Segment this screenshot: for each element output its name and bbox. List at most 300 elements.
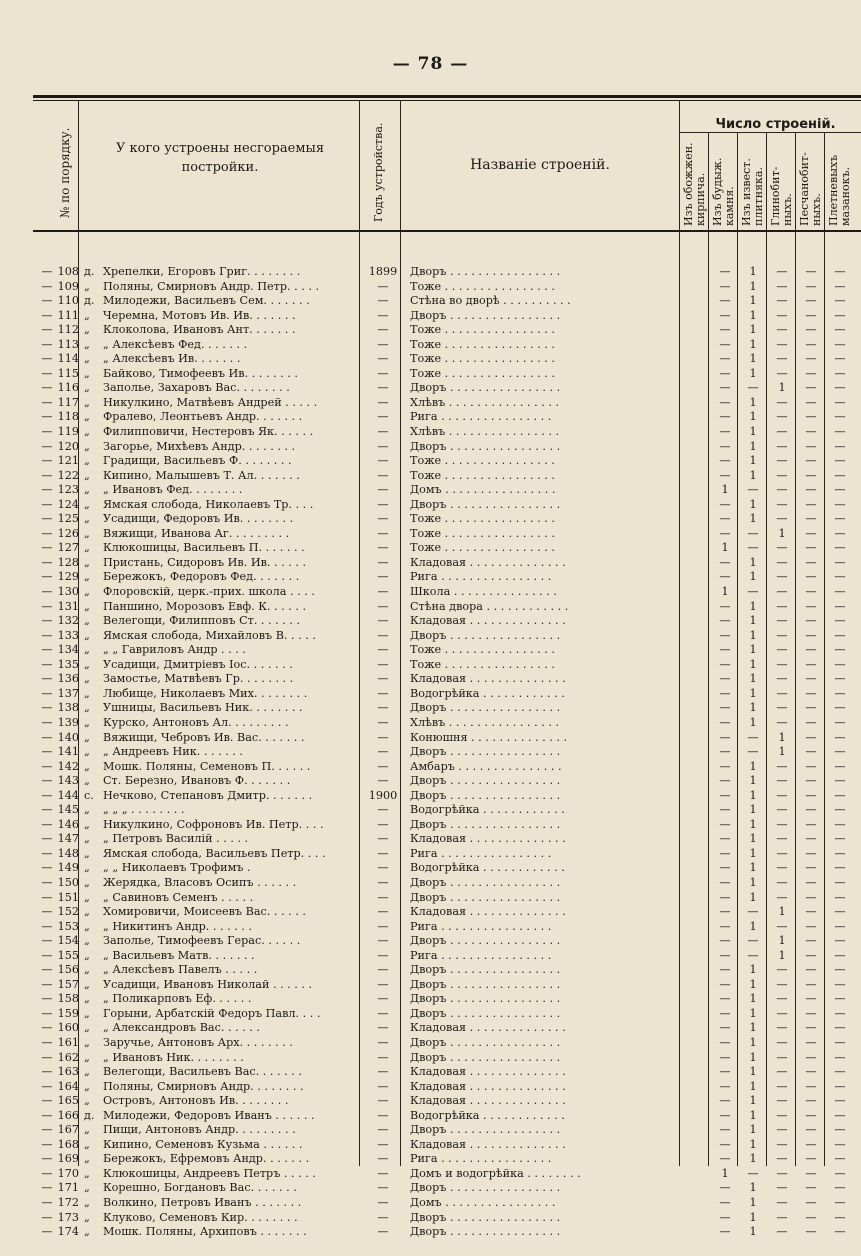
- count-cell: —: [719, 395, 731, 409]
- count-cell: —: [834, 483, 846, 497]
- building-name-cell: Дворъ . . . . . . . . . . . . . . . .: [410, 701, 561, 715]
- settlement-type: „: [84, 279, 90, 293]
- table-row: [33, 934, 861, 949]
- count-cell: —: [776, 497, 788, 511]
- owner-cell: Ст. Березно, Ивановъ Ф. . . . . . .: [103, 774, 291, 788]
- count-cell: —: [41, 410, 53, 424]
- building-name-cell: Дворъ . . . . . . . . . . . . . . . .: [410, 1123, 561, 1137]
- owner-cell: Бережокъ, Ефремовъ Андр. . . . . . .: [103, 1152, 310, 1166]
- row-number: 171: [57, 1181, 79, 1195]
- building-name-cell: Хлѣвъ . . . . . . . . . . . . . . . .: [410, 395, 560, 409]
- count-cell: —: [805, 497, 817, 511]
- settlement-type: „: [84, 410, 90, 424]
- count-cell: —: [834, 1021, 846, 1035]
- subheader-stone: Изъ будыж. камня.: [711, 157, 736, 226]
- owner-cell: Усадищи, Федоровъ Ив. . . . . . . .: [103, 512, 294, 526]
- table-row: [33, 992, 861, 1007]
- year-cell: —: [377, 352, 389, 366]
- table-row: [33, 1094, 861, 1109]
- table-row: [33, 731, 861, 746]
- building-name-cell: Дворъ . . . . . . . . . . . . . . . .: [410, 890, 561, 904]
- count-cell: —: [805, 337, 817, 351]
- settlement-type: „: [84, 992, 90, 1006]
- count-cell: —: [834, 308, 846, 322]
- count-cell: —: [719, 294, 731, 308]
- count-cell: 1: [778, 905, 786, 919]
- count-cell: —: [747, 585, 759, 599]
- table-row: [33, 978, 861, 993]
- settlement-type: „: [84, 323, 90, 337]
- count-cell: —: [776, 715, 788, 729]
- year-cell: —: [377, 759, 389, 773]
- count-cell: —: [776, 875, 788, 889]
- owner-cell: Бережокъ, Федоровъ Фед. . . . . . .: [103, 570, 300, 584]
- owner-cell: „ Андреевъ Ник. . . . . . .: [103, 745, 243, 759]
- count-cell: —: [719, 570, 731, 584]
- year-cell: —: [377, 1021, 389, 1035]
- count-cell: —: [834, 585, 846, 599]
- count-cell: —: [805, 1210, 817, 1224]
- count-cell: 1: [749, 614, 757, 628]
- page-number: — 78 —: [392, 54, 469, 74]
- year-cell: 1899: [368, 265, 398, 278]
- year-cell: —: [377, 1065, 389, 1079]
- owner-cell: Поляны, Смирновъ Андр. . . . . . . .: [103, 1079, 304, 1093]
- count-cell: —: [719, 963, 731, 977]
- settlement-type: „: [84, 759, 90, 773]
- building-name-cell: Дворъ . . . . . . . . . . . . . . . .: [410, 1181, 561, 1195]
- building-name-cell: Дворъ . . . . . . . . . . . . . . . .: [410, 628, 561, 642]
- owner-cell: Мошк. Поляны, Архиповъ . . . . . . .: [103, 1225, 307, 1239]
- settlement-type: „: [84, 1225, 90, 1239]
- count-cell: —: [719, 1123, 731, 1137]
- row-number: 122: [57, 468, 79, 482]
- table-row: [33, 1211, 861, 1226]
- year-cell: —: [377, 366, 389, 380]
- subheader-limestone: Изъ извест. плитняка.: [740, 158, 765, 226]
- building-name-cell: Стѣна двора . . . . . . . . . . . .: [410, 599, 569, 613]
- building-name-cell: Дворъ . . . . . . . . . . . . . . . .: [410, 497, 561, 511]
- count-cell: —: [41, 614, 53, 628]
- count-cell: —: [834, 934, 846, 948]
- count-cell: —: [41, 730, 53, 744]
- count-cell: —: [834, 701, 846, 715]
- owner-cell: Клюкошицы, Андреевъ Петръ . . . . .: [103, 1166, 316, 1180]
- building-name-cell: Дворъ . . . . . . . . . . . . . . . .: [410, 1006, 561, 1020]
- count-cell: —: [719, 1152, 731, 1166]
- year-cell: —: [377, 1181, 389, 1195]
- building-name-cell: Рига . . . . . . . . . . . . . . . .: [410, 919, 552, 933]
- count-cell: —: [776, 1065, 788, 1079]
- owner-cell: „ Ивановъ Фед. . . . . . . .: [103, 483, 243, 497]
- building-name-cell: Дворъ . . . . . . . . . . . . . . . .: [410, 963, 561, 977]
- year-cell: —: [377, 643, 389, 657]
- row-number: 169: [57, 1152, 79, 1166]
- count-cell: —: [41, 454, 53, 468]
- count-cell: —: [776, 410, 788, 424]
- count-cell: —: [776, 395, 788, 409]
- year-cell: —: [377, 745, 389, 759]
- count-cell: —: [719, 1137, 731, 1151]
- count-cell: —: [719, 1006, 731, 1020]
- table-row: [33, 949, 861, 964]
- count-cell: 1: [749, 701, 757, 715]
- owner-cell: Горыни, Арбатскiй Федоръ Павл. . . .: [103, 1006, 321, 1020]
- settlement-type: „: [84, 599, 90, 613]
- count-cell: —: [719, 701, 731, 715]
- count-cell: —: [834, 294, 846, 308]
- count-cell: 1: [778, 381, 786, 395]
- count-cell: —: [834, 1225, 846, 1239]
- count-cell: 1: [749, 337, 757, 351]
- count-cell: —: [834, 1050, 846, 1064]
- count-cell: —: [834, 1196, 846, 1209]
- owner-cell: „ Поликарповъ Еф. . . . . .: [103, 992, 252, 1006]
- table-row: [33, 1123, 861, 1138]
- row-number: 148: [57, 846, 79, 860]
- building-name-cell: Дворъ . . . . . . . . . . . . . . . .: [410, 934, 561, 948]
- table-row: [33, 512, 861, 527]
- owner-cell: Пищи, Антоновъ Андр. . . . . . . . .: [103, 1123, 296, 1137]
- count-cell: —: [719, 628, 731, 642]
- owner-cell: „ Савиновъ Семенъ . . . . .: [103, 890, 254, 904]
- row-number: 131: [57, 599, 79, 613]
- count-cell: —: [805, 934, 817, 948]
- count-cell: —: [805, 948, 817, 962]
- count-cell: —: [834, 468, 846, 482]
- count-cell: 1: [749, 963, 757, 977]
- count-cell: —: [41, 439, 53, 453]
- table-row: [33, 309, 861, 324]
- owner-cell: Милодежи, Васильевъ Сем. . . . . . .: [103, 294, 310, 308]
- row-number: 155: [57, 948, 79, 962]
- year-cell: —: [377, 934, 389, 948]
- count-cell: —: [719, 686, 731, 700]
- count-cell: —: [776, 439, 788, 453]
- count-cell: —: [805, 1166, 817, 1180]
- building-name-cell: Дворъ . . . . . . . . . . . . . . . .: [410, 992, 561, 1006]
- building-name-cell: Рига . . . . . . . . . . . . . . . .: [410, 846, 552, 860]
- count-cell: —: [41, 628, 53, 642]
- settlement-type: „: [84, 846, 90, 860]
- count-cell: —: [776, 1166, 788, 1180]
- count-cell: —: [41, 468, 53, 482]
- count-cell: —: [834, 992, 846, 1006]
- count-cell: 1: [749, 1152, 757, 1166]
- owner-cell: Клоколова, Ивановъ Ант. . . . . . .: [103, 323, 296, 337]
- count-cell: —: [719, 730, 731, 744]
- count-cell: —: [747, 905, 759, 919]
- building-name-cell: Конюшня . . . . . . . . . . . . . .: [410, 730, 568, 744]
- count-cell: —: [719, 919, 731, 933]
- building-name-cell: Дворъ . . . . . . . . . . . . . . . .: [410, 381, 561, 395]
- owner-cell: Загорье, Михѣевъ Андр. . . . . . . .: [103, 439, 296, 453]
- count-cell: —: [719, 861, 731, 875]
- owner-cell: Заручье, Антоновъ Арх. . . . . . . .: [103, 1035, 293, 1049]
- year-cell: —: [377, 686, 389, 700]
- year-cell: —: [377, 672, 389, 686]
- count-cell: 1: [749, 774, 757, 788]
- count-cell: 1: [749, 265, 757, 278]
- count-cell: 1: [749, 628, 757, 642]
- row-number: 166: [57, 1108, 79, 1122]
- count-cell: —: [805, 381, 817, 395]
- count-cell: —: [776, 1094, 788, 1108]
- count-cell: —: [776, 570, 788, 584]
- row-number: 132: [57, 614, 79, 628]
- count-cell: —: [776, 672, 788, 686]
- count-cell: —: [776, 585, 788, 599]
- settlement-type: „: [84, 963, 90, 977]
- settlement-type: „: [84, 628, 90, 642]
- settlement-type: „: [84, 425, 90, 439]
- count-cell: —: [41, 381, 53, 395]
- settlement-type: „: [84, 948, 90, 962]
- year-cell: —: [377, 555, 389, 569]
- settlement-type: „: [84, 497, 90, 511]
- row-number: 117: [57, 395, 79, 409]
- count-cell: —: [719, 1181, 731, 1195]
- count-cell: —: [805, 1137, 817, 1151]
- count-cell: —: [834, 395, 846, 409]
- settlement-type: „: [84, 483, 90, 497]
- count-cell: —: [834, 817, 846, 831]
- year-cell: —: [377, 294, 389, 308]
- year-cell: —: [377, 541, 389, 555]
- table-row: [33, 294, 861, 309]
- count-cell: —: [719, 977, 731, 991]
- count-cell: —: [776, 1035, 788, 1049]
- building-name-cell: Дворъ . . . . . . . . . . . . . . . .: [410, 774, 561, 788]
- count-cell: 1: [749, 599, 757, 613]
- count-cell: —: [719, 774, 731, 788]
- count-cell: —: [805, 672, 817, 686]
- count-cell: —: [747, 483, 759, 497]
- count-cell: —: [776, 614, 788, 628]
- row-number: 146: [57, 817, 79, 831]
- count-cell: —: [805, 730, 817, 744]
- building-name-cell: Тоже . . . . . . . . . . . . . . . .: [410, 323, 555, 337]
- count-cell: —: [805, 279, 817, 293]
- count-cell: —: [41, 1094, 53, 1108]
- year-cell: —: [377, 875, 389, 889]
- table-row: [33, 1109, 861, 1124]
- row-number: 116: [57, 381, 79, 395]
- owner-cell: Никулкино, Софроновъ Ив. Петр. . . .: [103, 817, 324, 831]
- count-cell: —: [719, 308, 731, 322]
- count-cell: —: [834, 1137, 846, 1151]
- count-cell: —: [719, 352, 731, 366]
- table-row: [33, 774, 861, 789]
- table-row: [33, 658, 861, 673]
- owner-cell: Байково, Тимофеевъ Ив. . . . . . . .: [103, 366, 298, 380]
- owner-cell: Заполье, Захаровъ Вас. . . . . . . .: [103, 381, 290, 395]
- settlement-type: д.: [84, 294, 95, 308]
- count-cell: —: [805, 774, 817, 788]
- count-cell: —: [41, 832, 53, 846]
- count-cell: 1: [749, 817, 757, 831]
- count-cell: —: [834, 439, 846, 453]
- owner-cell: Клюкошицы, Васильевъ П. . . . . . .: [103, 541, 305, 555]
- table-row: [33, 687, 861, 702]
- row-number: 108: [57, 265, 79, 278]
- count-cell: —: [719, 1050, 731, 1064]
- count-cell: —: [805, 425, 817, 439]
- count-cell: —: [776, 992, 788, 1006]
- count-cell: —: [41, 948, 53, 962]
- settlement-type: „: [84, 905, 90, 919]
- count-cell: 1: [749, 992, 757, 1006]
- count-cell: 1: [749, 352, 757, 366]
- row-number: 110: [57, 294, 79, 308]
- count-cell: —: [834, 497, 846, 511]
- owner-cell: Пристань, Сидоровъ Ив. Ив. . . . . .: [103, 555, 307, 569]
- count-cell: —: [805, 512, 817, 526]
- count-cell: —: [776, 1050, 788, 1064]
- count-cell: —: [805, 526, 817, 540]
- year-cell: 1900: [368, 788, 398, 802]
- count-cell: —: [41, 1108, 53, 1122]
- count-cell: —: [41, 788, 53, 802]
- count-cell: —: [776, 265, 788, 278]
- count-cell: —: [41, 352, 53, 366]
- table-row: [33, 1152, 861, 1167]
- table-row: [33, 1051, 861, 1066]
- owner-cell: Фралево, Леонтьевъ Андр. . . . . . .: [103, 410, 303, 424]
- owner-cell: Поляны, Смирновъ Андр. Петр. . . . .: [103, 279, 319, 293]
- count-cell: —: [834, 730, 846, 744]
- settlement-type: „: [84, 1035, 90, 1049]
- owner-cell: „ „ Гавриловъ Андр . . . .: [103, 643, 246, 657]
- building-name-cell: Дворъ . . . . . . . . . . . . . . . .: [410, 875, 561, 889]
- count-cell: —: [834, 1006, 846, 1020]
- year-cell: —: [377, 774, 389, 788]
- count-cell: —: [719, 715, 731, 729]
- count-cell: —: [719, 454, 731, 468]
- count-cell: —: [805, 1065, 817, 1079]
- building-name-cell: Тоже . . . . . . . . . . . . . . . .: [410, 468, 555, 482]
- count-cell: —: [719, 1094, 731, 1108]
- row-number: 152: [57, 905, 79, 919]
- row-number: 140: [57, 730, 79, 744]
- year-cell: —: [377, 657, 389, 671]
- count-cell: —: [805, 1079, 817, 1093]
- settlement-type: „: [84, 512, 90, 526]
- header-building-name: Названiе строенiй.: [470, 157, 610, 173]
- table-row: [33, 367, 861, 382]
- count-cell: —: [805, 890, 817, 904]
- owner-cell: „ Никитинъ Андр. . . . . . .: [103, 919, 252, 933]
- row-number: 138: [57, 701, 79, 715]
- count-cell: 1: [749, 672, 757, 686]
- row-number: 126: [57, 526, 79, 540]
- count-cell: —: [805, 759, 817, 773]
- row-number: 160: [57, 1021, 79, 1035]
- row-number: 156: [57, 963, 79, 977]
- settlement-type: д.: [84, 1108, 95, 1122]
- count-cell: 1: [778, 526, 786, 540]
- count-cell: —: [41, 963, 53, 977]
- count-cell: —: [41, 861, 53, 875]
- owner-cell: „ Петровъ Василiй . . . . .: [103, 832, 249, 846]
- settlement-type: с.: [84, 788, 94, 802]
- table-row: [33, 643, 861, 658]
- building-name-cell: Тоже . . . . . . . . . . . . . . . .: [410, 454, 555, 468]
- count-cell: 1: [749, 846, 757, 860]
- count-cell: —: [776, 1123, 788, 1137]
- count-cell: 1: [749, 425, 757, 439]
- count-cell: 1: [721, 585, 729, 599]
- count-cell: —: [41, 1152, 53, 1166]
- count-cell: —: [776, 1079, 788, 1093]
- owner-cell: „ Алексѣевъ Павелъ . . . . .: [103, 963, 258, 977]
- count-cell: —: [41, 1079, 53, 1093]
- owner-cell: Кипино, Семеновъ Кузьма . . . . . .: [103, 1137, 303, 1151]
- count-cell: —: [719, 1225, 731, 1239]
- building-name-cell: Водогрѣйка . . . . . . . . . . . .: [410, 1108, 565, 1122]
- count-cell: —: [776, 323, 788, 337]
- count-cell: 1: [749, 454, 757, 468]
- count-cell: —: [41, 745, 53, 759]
- count-cell: —: [41, 686, 53, 700]
- table-row: [33, 629, 861, 644]
- count-cell: 1: [749, 395, 757, 409]
- owner-cell: Велегощи, Васильевъ Вас. . . . . . .: [103, 1065, 302, 1079]
- count-cell: —: [41, 672, 53, 686]
- count-cell: —: [776, 686, 788, 700]
- count-cell: —: [776, 817, 788, 831]
- header-count-group: Число строенiй.: [715, 117, 836, 132]
- count-cell: —: [834, 643, 846, 657]
- count-cell: —: [719, 337, 731, 351]
- settlement-type: „: [84, 1021, 90, 1035]
- settlement-type: „: [84, 715, 90, 729]
- count-cell: —: [805, 788, 817, 802]
- count-cell: —: [747, 526, 759, 540]
- settlement-type: „: [84, 308, 90, 322]
- table-row: [33, 527, 861, 542]
- settlement-type: „: [84, 832, 90, 846]
- table-row: [33, 745, 861, 760]
- count-cell: 1: [749, 512, 757, 526]
- count-cell: —: [747, 745, 759, 759]
- count-cell: —: [719, 846, 731, 860]
- owner-cell: Клуково, Семеновъ Кир. . . . . . . .: [103, 1210, 298, 1224]
- top-rule: [33, 95, 861, 98]
- count-cell: —: [719, 948, 731, 962]
- table-row: [33, 410, 861, 425]
- count-cell: 1: [749, 1210, 757, 1224]
- count-cell: —: [805, 614, 817, 628]
- count-cell: —: [805, 468, 817, 482]
- row-number: 118: [57, 410, 79, 424]
- year-cell: —: [377, 890, 389, 904]
- count-cell: —: [41, 1225, 53, 1239]
- owner-cell: Усадищи, Дмитрiевъ Іос. . . . . . .: [103, 657, 293, 671]
- year-cell: —: [377, 730, 389, 744]
- count-cell: —: [747, 730, 759, 744]
- count-cell: —: [805, 1123, 817, 1137]
- table-row: [33, 1065, 861, 1080]
- count-cell: —: [834, 1152, 846, 1166]
- count-cell: —: [805, 1021, 817, 1035]
- count-cell: 1: [749, 1006, 757, 1020]
- count-cell: —: [776, 294, 788, 308]
- count-cell: —: [834, 265, 846, 278]
- count-cell: 1: [749, 1079, 757, 1093]
- count-cell: —: [805, 963, 817, 977]
- settlement-type: „: [84, 1196, 90, 1209]
